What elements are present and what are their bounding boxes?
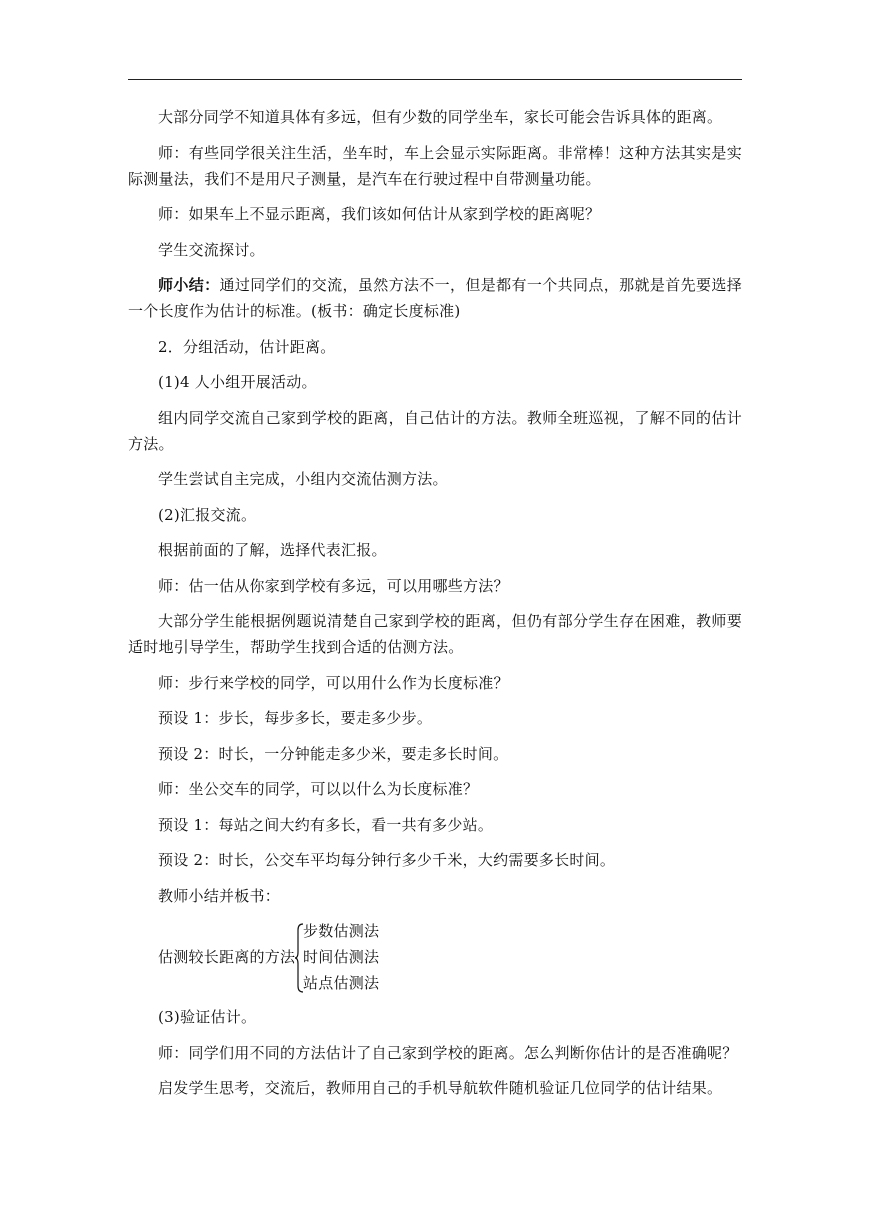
board-diagram bbox=[128, 918, 742, 996]
section-heading: 2．分组活动，估计距离。 bbox=[158, 337, 336, 356]
sub-heading: (2)汇报交流。 bbox=[158, 505, 257, 524]
paragraph: 预设 2：时长，公交车平均每分钟行多少千米，大约需要多长时间。 bbox=[158, 851, 616, 869]
paragraph: 学生尝试自主完成，小组内交流估测方法。 bbox=[158, 470, 448, 488]
board-item-time: 时间估测法 bbox=[303, 948, 380, 966]
paragraph: 大部分学生能根据例题说清楚自己家到学校的距离，但仍有部分学生存在困难，教师要适时地引导学生，帮助学生找到合适的估测方法。 bbox=[128, 612, 742, 656]
summary-text: 通过同学们的交流，虽然方法不一，但是都有一个共同点，那就是首先要选择一个长度作为估计的标准。(板书：确定长度标准) bbox=[128, 276, 742, 320]
paragraph: 师：步行来学校的同学，可以用什么作为长度标准？ bbox=[158, 673, 509, 692]
board-label: 估测较长距离的方法 bbox=[158, 948, 296, 966]
sub-heading: (1)4 人小组开展活动。 bbox=[158, 373, 317, 391]
paragraph: 师：坐公交车的同学，可以以什么为长度标准？ bbox=[158, 780, 479, 798]
board-item-step: 步数估测法 bbox=[303, 922, 380, 940]
paragraph: 师：有些同学很关注生活，坐车时，车上会显示实际距离。非常棒！这种方法其实是实际测量法，我们不是用尺子测量，是汽车在行驶过程中自带测量功能。 bbox=[128, 143, 742, 188]
paragraph: 启发学生思考，交流后，教师用自己的手机导航软件随机验证几位同学的估计结果。 bbox=[158, 1079, 723, 1097]
paragraph: 预设 1：步长，每步多长，要走多少步。 bbox=[158, 709, 433, 727]
teacher-summary-paragraph bbox=[128, 272, 742, 324]
paragraph: 预设 1：每站之间大约有多长，看一共有多少站。 bbox=[158, 815, 494, 834]
paragraph: 预设 2：时长，一分钟能走多少米，要走多长时间。 bbox=[158, 744, 509, 763]
paragraph: 师：同学们用不同的方法估计了自己家到学校的距离。怎么判断你估计的是否准确呢？ bbox=[158, 1043, 738, 1062]
paragraph: 师：如果车上不显示距离，我们该如何估计从家到学校的距离呢？ bbox=[158, 205, 601, 223]
summary-label: 师小结： bbox=[158, 276, 220, 294]
paragraph: 学生交流探讨。 bbox=[158, 240, 265, 259]
sub-heading: (3)验证估计。 bbox=[158, 1008, 257, 1026]
paragraph: 师：估一估从你家到学校有多远，可以用哪些方法？ bbox=[158, 576, 509, 595]
paragraph: 组内同学交流自己家到学校的距离，自己估计的方法。教师全班巡视，了解不同的估计方法。 bbox=[128, 408, 742, 453]
header-rule bbox=[128, 79, 742, 80]
board-item-station: 站点估测法 bbox=[303, 974, 380, 992]
paragraph: 根据前面的了解，选择代表汇报。 bbox=[158, 541, 387, 559]
paragraph: 大部分同学不知道具体有多远，但有少数的同学坐车，家长可能会告诉具体的距离。 bbox=[158, 108, 723, 126]
paragraph: 教师小结并板书： bbox=[158, 886, 281, 905]
document-body bbox=[128, 104, 742, 1111]
